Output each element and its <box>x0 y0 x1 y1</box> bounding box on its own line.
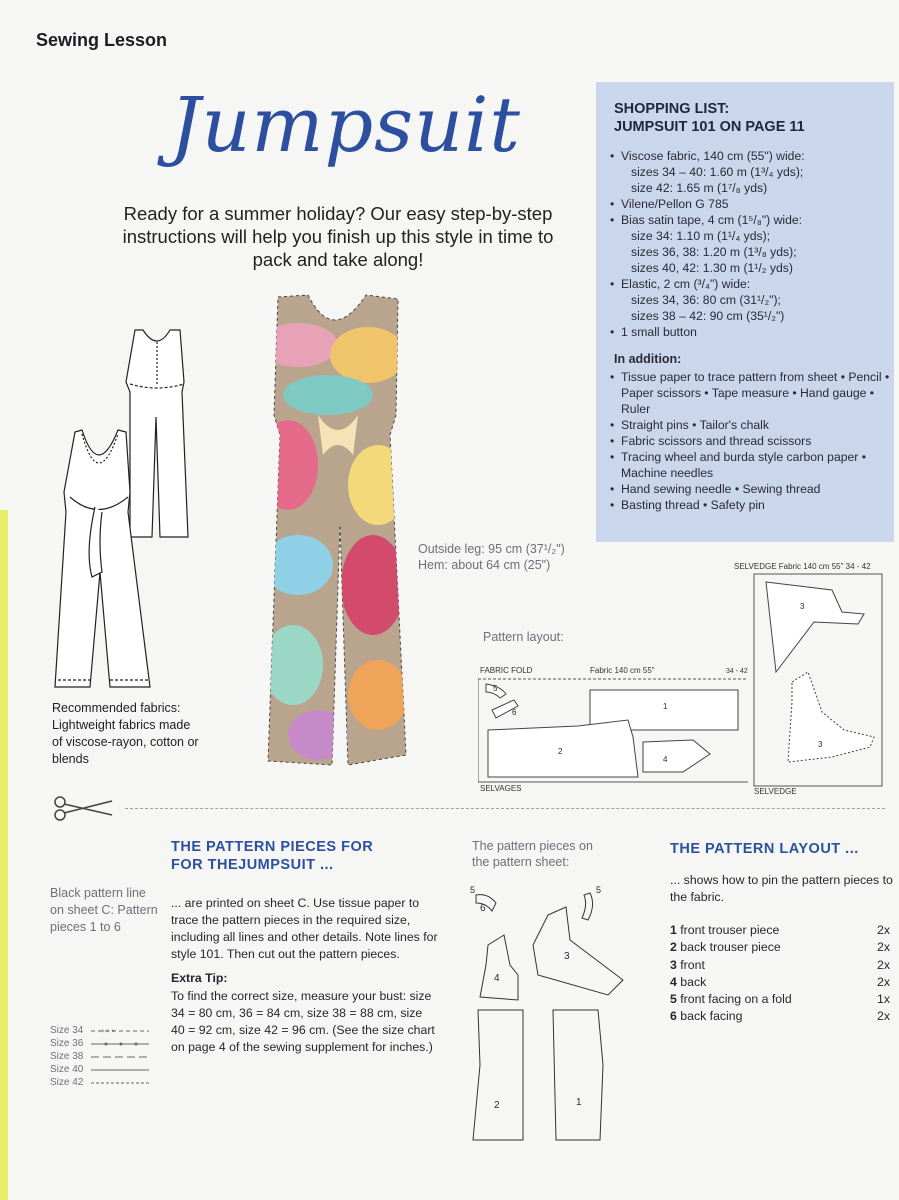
piece-number: 2 <box>494 1100 500 1111</box>
list-item: 2 back trouser piece 2x <box>670 940 890 955</box>
piece-number: 3 <box>564 951 570 962</box>
piece-number: 2 <box>558 747 563 756</box>
list-item: 3 front 2x <box>670 957 890 972</box>
shopping-list-heading: SHOPPING LIST: JUMPSUIT 101 ON PAGE 11 <box>614 101 805 135</box>
list-item: • Tissue paper to trace pattern from sheet • Pencil • Paper scissors • Tape measure • Hand gauge • Ruler <box>610 369 894 417</box>
size-label: Size 40 <box>50 1064 84 1075</box>
cut-line-divider <box>125 808 885 809</box>
pattern-layout-heading: THE PATTERN LAYOUT ... <box>670 841 859 857</box>
piece-number: 3 <box>800 602 805 611</box>
page-edge-highlight <box>0 510 8 1200</box>
selvedge-top-label: SELVEDGE Fabric 140 cm 55" 34 - 42 <box>734 562 871 571</box>
extra-tip-body: To find the correct size, measure your bust: size 34 = 80 cm, 36 = 84 cm, size 38 = 88 cm, size 40 = 92 cm, size 42 = 96 cm. (See the size chart on page 4 of the sewing supplement for inches.) <box>171 989 435 1054</box>
pieces-list <box>670 922 890 1026</box>
jumpsuit-photo <box>258 285 418 775</box>
piece-number: 5 <box>493 684 498 693</box>
piece-number: 6 <box>512 708 517 717</box>
recommended-fabrics: Recommended fabrics: Lightweight fabrics made of viscose-rayon, cotton or blends <box>52 701 199 766</box>
intro-text: Ready for a summer holiday? Our easy step-by-step instructions will help you finish up this style in time to pack and take along! <box>122 203 554 270</box>
fabric-layout-diagram <box>478 666 748 797</box>
size-range-label: 34 - 42 <box>726 668 748 675</box>
list-item: • Vilene/Pellon G 785 <box>610 196 894 212</box>
piece-number: 1 <box>663 702 668 711</box>
pattern-layout-body: ... shows how to pin the pattern pieces to the fabric. <box>670 873 893 904</box>
fabric-width-label: Fabric 140 cm 55" <box>590 666 655 675</box>
piece-number: 5 <box>470 885 476 895</box>
piece-number: 3 <box>818 740 823 749</box>
pattern-sheet-diagram <box>468 885 633 1150</box>
scissors-icon <box>52 793 114 823</box>
piece-number: 4 <box>663 755 668 764</box>
piece-number: 4 <box>494 973 500 984</box>
list-item: • Viscose fabric, 140 cm (55") wide: sizes 34 – 40: 1.60 m (1³/₄ yds); size 42: 1.65 m (1⁷/₈ yds) <box>610 148 894 196</box>
extra-tip-heading: Extra Tip: <box>171 971 228 985</box>
outside-leg-measure: Outside leg: 95 cm (37¹/₂") <box>418 542 565 556</box>
list-item: • Hand sewing needle • Sewing thread <box>610 481 894 497</box>
list-item: • Bias satin tape, 4 cm (1⁵/₈") wide: size 34: 1.10 m (1¹/₄ yds); sizes 36, 38: 1.20 m (1³/₈ yds); sizes 40, 42: 1.30 m (1¹/₂ yds) <box>610 212 894 276</box>
size-legend <box>50 1024 149 1089</box>
size-label: Size 36 <box>50 1038 84 1049</box>
selvages-label: SELVAGES <box>480 784 522 793</box>
pattern-pieces-body: ... are printed on sheet C. Use tissue paper to trace the pattern pieces in the required size, including all lines and other details. Note lines for style 101. Then cut out the pattern pieces. <box>171 896 438 961</box>
piece-number: 1 <box>576 1097 582 1108</box>
list-item: • Basting thread • Safety pin <box>610 497 894 513</box>
jumpsuit-technical-drawing <box>50 322 225 694</box>
list-item: 5 front facing on a fold 1x <box>670 992 890 1007</box>
section-header: Sewing Lesson <box>36 30 168 50</box>
pattern-sheet-caption: The pattern pieces on the pattern sheet: <box>472 839 593 869</box>
svg-text:× × ×: × × × <box>101 1028 116 1034</box>
list-item: 1 front trouser piece 2x <box>670 923 890 937</box>
addition-heading: In addition: <box>614 352 682 366</box>
list-item: 6 back facing 2x <box>670 1009 890 1024</box>
hem-measure: Hem: about 64 cm (25") <box>418 558 551 572</box>
size-label: Size 42 <box>50 1077 84 1088</box>
pattern-pieces-heading: THE PATTERN PIECES FOR FOR THEJUMPSUIT ... <box>171 839 374 873</box>
shopping-items <box>610 148 894 340</box>
shopping-list-panel <box>596 82 894 542</box>
page-title: Jumpsuit <box>170 80 521 169</box>
black-pattern-note: Black pattern line on sheet C: Pattern pieces 1 to 6 <box>50 886 158 934</box>
list-item: • Fabric scissors and thread scissors <box>610 433 894 449</box>
list-item: 4 back 2x <box>670 974 890 989</box>
list-item: • Tracing wheel and burda style carbon paper • Machine needles <box>610 449 894 481</box>
size-label: Size 34 <box>50 1025 84 1036</box>
list-item: • Straight pins • Tailor's chalk <box>610 417 894 433</box>
addition-items <box>610 369 894 513</box>
piece-number: 5 <box>596 885 602 895</box>
layout-label: Pattern layout: <box>483 630 564 644</box>
fabric-layout-diagram-2 <box>734 562 886 797</box>
fabric-fold-label: FABRIC FOLD <box>480 666 533 675</box>
piece-number: 6 <box>480 903 486 914</box>
list-item: • 1 small button <box>610 324 894 340</box>
list-item: • Elastic, 2 cm (³/₄") wide: sizes 34, 36: 80 cm (31¹/₂"); sizes 38 – 42: 90 cm (35¹/₂") <box>610 276 894 324</box>
size-label: Size 38 <box>50 1051 84 1062</box>
selvedge-bottom-label: SELVEDGE <box>754 787 797 796</box>
